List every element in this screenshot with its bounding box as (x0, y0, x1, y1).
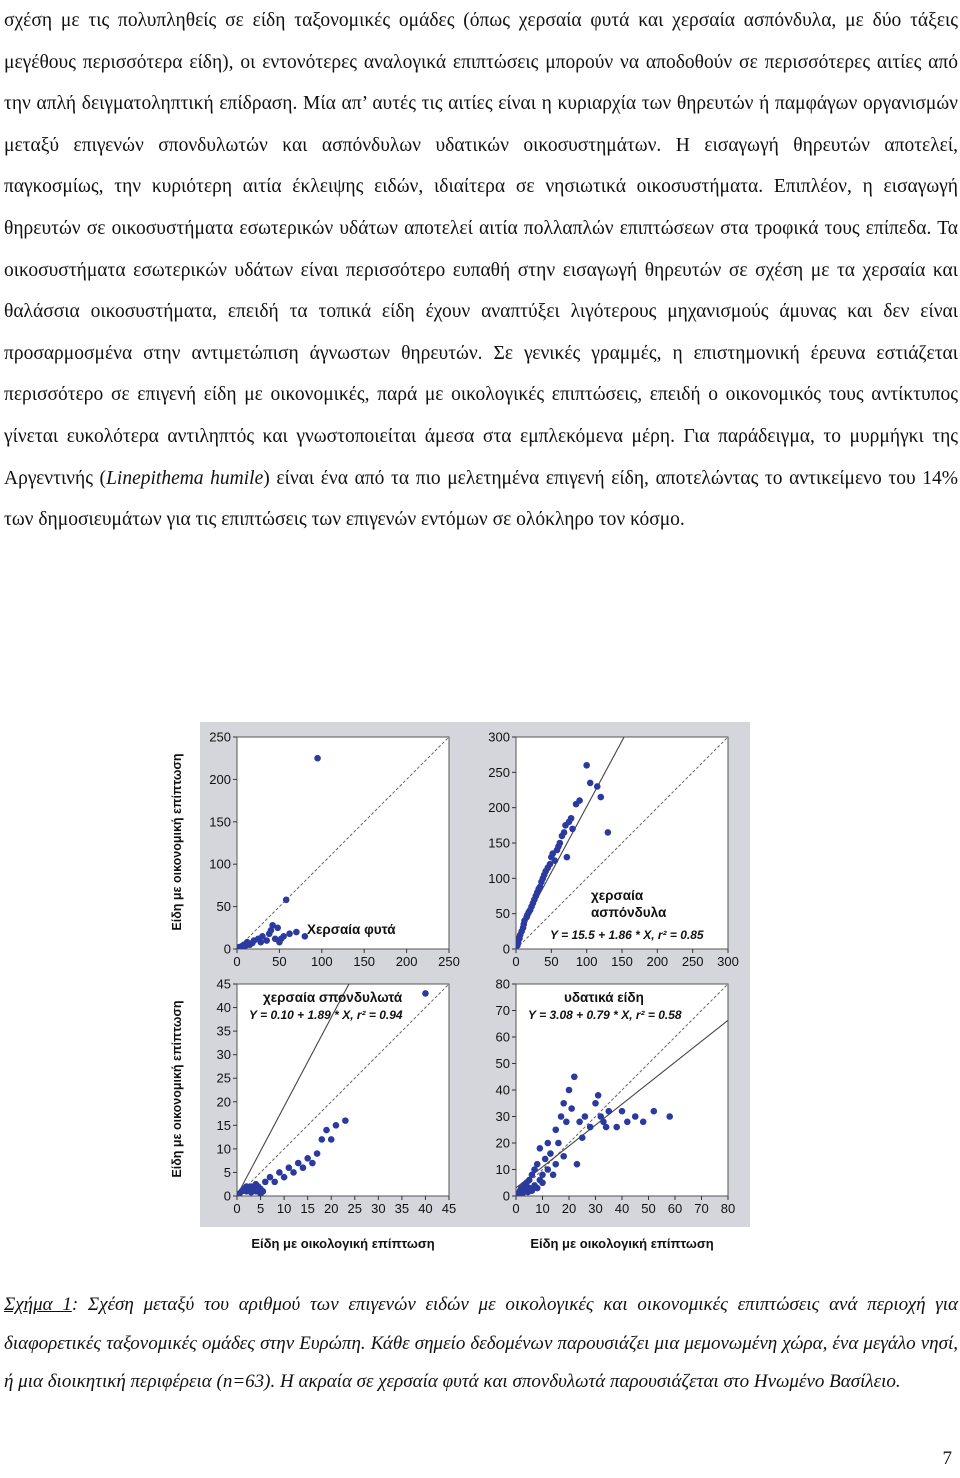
data-point (587, 780, 594, 787)
data-point (605, 829, 612, 836)
y-tick-label: 0 (502, 1188, 510, 1204)
x-tick-label: 70 (694, 1201, 709, 1216)
y-tick-label: 40 (216, 1000, 231, 1016)
data-point (276, 1169, 283, 1176)
data-point (576, 797, 583, 804)
x-axis-label: Είδη με οικολογική επίπτωση (530, 1236, 714, 1251)
x-tick-label: 10 (276, 1201, 292, 1216)
y-tick-label: 50 (216, 899, 231, 915)
y-tick-label: 300 (488, 729, 510, 745)
y-axis-label: Είδη με οικονομική επίπτωση (170, 753, 184, 931)
y-tick-label: 30 (216, 1047, 231, 1063)
x-tick-label: 100 (575, 954, 598, 969)
regression-equation: Y = 15.5 + 1.86 * X, r² = 0.85 (550, 928, 704, 942)
page-number: 7 (942, 1448, 952, 1469)
data-point (280, 933, 287, 940)
data-point (290, 1169, 297, 1176)
x-tick-label: 80 (720, 1201, 736, 1216)
data-point (539, 1172, 546, 1179)
x-tick-label: 35 (394, 1201, 410, 1216)
data-point (286, 930, 293, 937)
data-point (583, 762, 590, 769)
data-point (257, 939, 264, 946)
data-point (632, 1113, 639, 1120)
x-tick-label: 5 (256, 1201, 265, 1216)
data-point (651, 1108, 658, 1115)
y-tick-label: 150 (488, 835, 510, 851)
data-point (547, 1150, 554, 1157)
data-point (534, 1185, 541, 1192)
data-point (619, 1108, 626, 1115)
data-point (262, 1179, 269, 1186)
y-tick-label: 0 (223, 1188, 231, 1204)
y-tick-label: 15 (216, 1117, 231, 1133)
data-point (534, 1161, 541, 1168)
x-tick-label: 100 (310, 954, 333, 969)
y-tick-label: 60 (495, 1029, 510, 1045)
caption-text: : Σχέση μεταξύ του αριθμού των επιγενών ειδών με οικολογικές και οικονομικές επιπτώσεις ανά περιοχή για διαφορετικές ταξονομικές ομάδες στην Ευρώπη. Κάθε σημείο δεδομένων παρουσιάζει μια μεμονωμένη χώρα, ένα μεγάλο νησί, ή μια διοικητική περιφέρεια (n=63). Η ακραία σε χερσαία φυτά και σπονδυλωτά παρουσιάζεται στο Ηνωμένο Βασίλειο. (4, 1294, 958, 1392)
x-tick-label: 0 (233, 954, 241, 969)
data-point (557, 840, 564, 847)
data-point (283, 897, 290, 904)
x-tick-label: 0 (233, 1201, 241, 1216)
y-tick-label: 100 (488, 870, 510, 886)
data-point (537, 1145, 544, 1152)
y-axis-label: Είδη με οικονομική επίπτωση (170, 1000, 184, 1178)
x-tick-label: 30 (371, 1201, 386, 1216)
x-tick-label: 40 (614, 1201, 630, 1216)
data-point (260, 1188, 267, 1195)
x-tick-label: 10 (535, 1201, 550, 1216)
y-tick-label: 250 (488, 764, 510, 780)
data-point (613, 1124, 620, 1131)
y-tick-label: 35 (216, 1023, 231, 1039)
x-tick-label: 0 (512, 954, 520, 969)
regression-equation: Y = 3.08 + 0.79 * X, r² = 0.58 (528, 1008, 682, 1022)
x-tick-label: 50 (641, 1201, 656, 1216)
x-tick-label: 200 (646, 954, 669, 969)
panel-title: Χερσαία φυτά (307, 922, 396, 937)
data-point (579, 1134, 586, 1141)
data-point (314, 755, 321, 762)
x-tick-label: 150 (353, 954, 376, 969)
plot-area (237, 737, 449, 949)
y-tick-label: 10 (216, 1141, 231, 1157)
y-tick-label: 45 (216, 976, 231, 992)
x-tick-label: 15 (300, 1201, 315, 1216)
data-point (666, 1113, 673, 1120)
data-point (558, 1113, 565, 1120)
x-tick-label: 40 (418, 1201, 433, 1216)
panel-title-line: ασπόνδυλα (591, 905, 667, 920)
x-tick-label: 250 (681, 954, 704, 969)
data-point (624, 1119, 631, 1126)
data-point (595, 1092, 602, 1099)
data-point (576, 1119, 583, 1126)
y-tick-label: 200 (209, 771, 231, 787)
x-tick-label: 0 (512, 1201, 520, 1216)
y-tick-label: 5 (223, 1164, 231, 1180)
data-point (542, 1156, 549, 1163)
data-point (598, 794, 605, 801)
data-point (568, 1105, 575, 1112)
scatter-panels (200, 722, 750, 1227)
data-point (293, 929, 300, 936)
x-tick-label: 50 (272, 954, 287, 969)
y-tick-label: 0 (502, 941, 510, 957)
y-tick-label: 100 (209, 856, 231, 872)
data-point (563, 1119, 570, 1126)
x-axis-label: Είδη με οικολογική επίπτωση (251, 1236, 435, 1251)
x-tick-label: 60 (667, 1201, 683, 1216)
data-point (569, 826, 576, 833)
data-point (267, 1174, 274, 1181)
data-point (271, 1179, 278, 1186)
species-name: Linepithema humile (106, 467, 264, 489)
data-point (594, 783, 601, 790)
data-point (574, 1161, 581, 1168)
caption-label: Σχήμα 1 (4, 1294, 72, 1315)
x-tick-label: 45 (441, 1201, 457, 1216)
data-point (300, 1164, 307, 1171)
data-point (552, 1161, 559, 1168)
y-tick-label: 70 (495, 1003, 510, 1018)
data-point (603, 1124, 610, 1131)
scatter-panel-4 (496, 977, 736, 1217)
data-point (545, 1140, 552, 1147)
paragraph-text: ) είναι ένα από τα πιο μελετημένα επιγενή είδη, αποτελώντας το αντικείμενο του 14% των δημοσιευμάτων για τις επιπτώσεις των επιγενών εντόμων σε ολόκληρο τον κόσμο. (4, 467, 958, 531)
data-point (281, 1174, 288, 1181)
y-tick-label: 80 (495, 976, 510, 992)
data-point (561, 829, 568, 836)
data-point (582, 1113, 589, 1120)
data-point (605, 1108, 612, 1115)
x-tick-label: 20 (561, 1201, 577, 1216)
data-point (422, 990, 429, 997)
data-point (560, 1100, 567, 1107)
data-point (309, 1160, 316, 1167)
x-tick-label: 200 (395, 954, 418, 969)
y-tick-label: 0 (223, 941, 231, 957)
data-point (333, 1122, 340, 1129)
scatter-panel-2 (488, 544, 739, 969)
y-tick-label: 20 (216, 1094, 231, 1110)
data-point (564, 854, 571, 861)
data-point (571, 1073, 578, 1080)
y-tick-label: 20 (495, 1135, 510, 1151)
data-point (587, 1124, 594, 1131)
x-tick-label: 250 (438, 954, 460, 969)
panel-title: χερσαία σπονδυλωτά (263, 990, 403, 1005)
figure-caption (4, 1286, 958, 1402)
y-tick-label: 25 (216, 1070, 231, 1086)
x-tick-label: 300 (717, 954, 739, 969)
data-point (539, 1179, 546, 1186)
y-tick-label: 150 (209, 814, 231, 830)
x-tick-label: 50 (544, 954, 559, 969)
y-tick-label: 50 (495, 906, 510, 922)
y-tick-label: 40 (495, 1082, 510, 1098)
x-tick-label: 30 (588, 1201, 603, 1216)
data-point (555, 1140, 562, 1147)
regression-equation: Y = 0.10 + 1.89 * X, r² = 0.94 (249, 1008, 403, 1022)
data-point (319, 1136, 326, 1143)
data-point (274, 925, 281, 932)
data-point (323, 1127, 330, 1134)
y-tick-label: 50 (495, 1056, 510, 1071)
data-point (304, 1155, 311, 1162)
x-tick-label: 20 (323, 1201, 339, 1216)
data-point (263, 937, 270, 944)
figure-1 (170, 722, 750, 1251)
y-tick-label: 200 (488, 800, 510, 816)
data-point (314, 1150, 321, 1157)
x-tick-label: 150 (611, 954, 633, 969)
data-point (552, 1126, 559, 1133)
body-paragraph (4, 0, 958, 541)
data-point (328, 1136, 335, 1143)
paragraph-text: σχέση με τις πολυπληθείς σε είδη ταξονομικές ομάδες (όπως χερσαία φυτά και χερσαία ασπόνδυλα, με δύο τάξεις μεγέθους περισσότερα είδη), οι εντονότερες αναλογικά επιπτώσεις μπορούν να αποδοθούν σε περισσότερες αιτίες από την απλή δειγματοληπτική επίδραση. Μία απ’ αυτές τις αιτίες είναι η κυριαρχία των θηρευτών ή παμφάγων οργανισμών μεταξύ επιγενών σπονδυλωτών και ασπόνδυλων υδατικών οικοσυστημάτων. Η εισαγωγή θηρευτών αποτελεί, παγκοσμίως, την κυριότερη αιτία έκλειψης ειδών, ιδιαίτερα σε νησιωτικά οικοσυστήματα. Επιπλέον, η εισαγωγή θηρευτών σε οικοσυστήματα εσωτερικών υδάτων αποτελεί αιτία πολλαπλών επιπτώσεων στα τροφικά τους επίπεδα. Τα οικοσυστήματα εσωτερικών υδάτων είναι περισσότερο ευπαθή στην εισαγωγή θηρευτών σε σχέση με τα χερσαία και θαλάσσια οικοσυστήματα, επειδή τα τοπικά είδη έχουν αναπτύξει λιγότερους μηχανισμούς άμυνας και δεν είναι προσαρμοσμένα στην αντιμετώπιση άγνωστων θηρευτών. Σε γενικές γραμμές, η επιστημονική έρευνα εστιάζεται περισσότερο σε επιγενή είδη με οικονομικές, παρά με οικολογικές επιπτώσεις, επειδή ο οικονομικός τους αντίκτυπος γίνεται ευκολότερα αντιληπτός και γνωστοποιείται άμεσα στα εμπλεκόμενα μέρη. Για παράδειγμα, το μυρμήγκι της Αργεντινής ( (4, 10, 958, 489)
panel-title: υδατικά είδη (564, 990, 644, 1005)
data-point (592, 1100, 599, 1107)
data-point (560, 1153, 567, 1160)
data-point (342, 1117, 349, 1124)
y-tick-label: 10 (495, 1162, 510, 1177)
data-point (568, 815, 575, 822)
data-point (550, 1172, 557, 1179)
data-point (545, 1166, 552, 1173)
y-tick-label: 250 (209, 729, 231, 745)
panel-title-line: χερσαία (591, 888, 644, 903)
data-point (552, 857, 559, 864)
y-tick-label: 30 (495, 1109, 510, 1124)
data-point (295, 1160, 302, 1167)
data-point (566, 1087, 573, 1094)
data-point (286, 1164, 293, 1171)
x-tick-label: 25 (347, 1201, 363, 1216)
scatter-panel-1 (209, 730, 460, 970)
data-point (640, 1119, 647, 1126)
